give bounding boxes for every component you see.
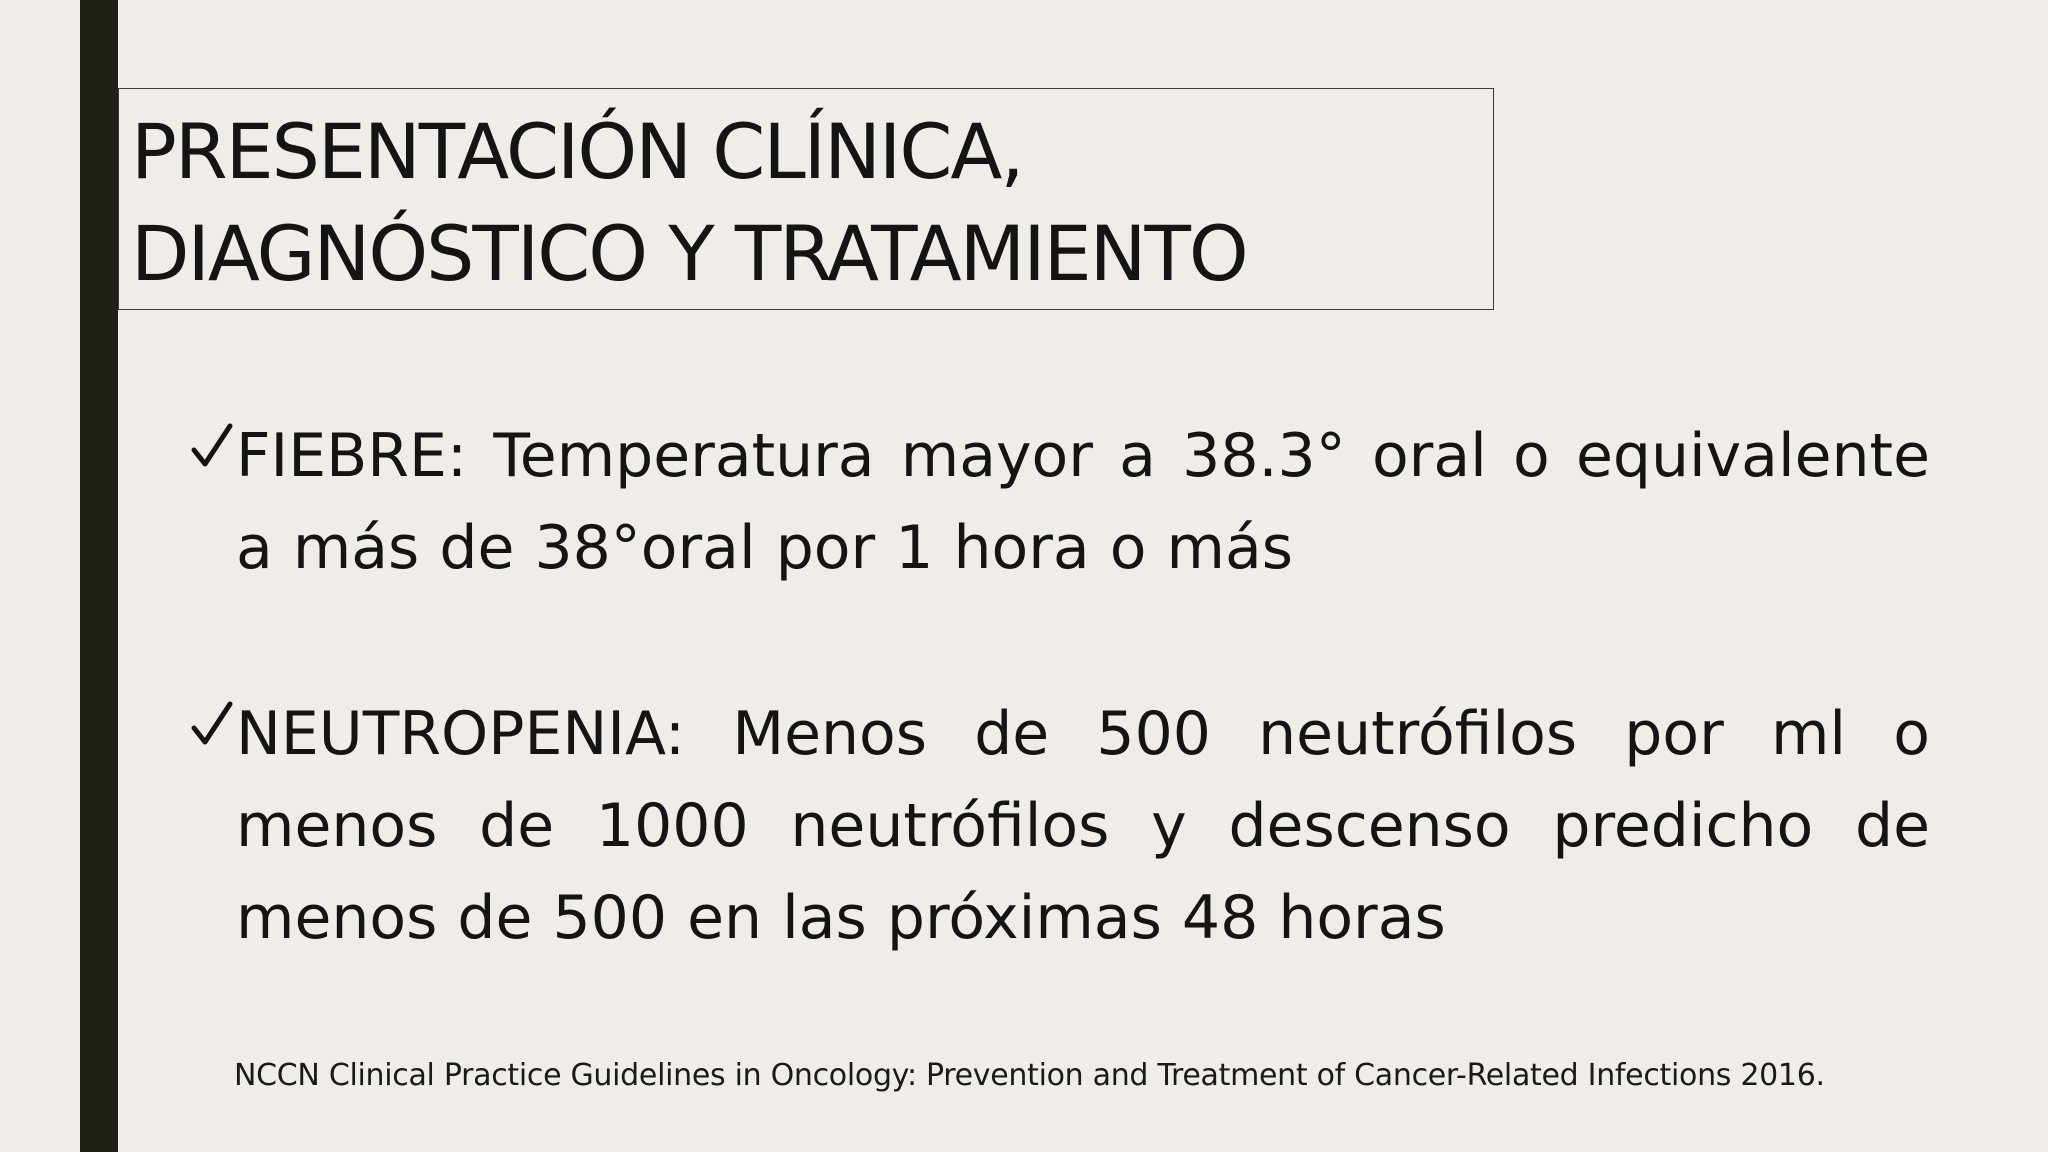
slide-title-line-1: PRESENTACIÓN CLÍNICA, [131, 107, 1023, 196]
bullet-text-neutropenia: NEUTROPENIA: Menos de 500 neutrófilos por ml o menos de 1000 neutrófilos y descenso predicho de menos de 500 en las próximas 48 horas [236, 699, 1930, 953]
left-accent-bar [80, 0, 118, 1152]
citation-text: NCCN Clinical Practice Guidelines in Oncology: Prevention and Treatment of Cancer-Related Infections 2016. [234, 1058, 1825, 1093]
slide-title-box [118, 88, 1494, 310]
slide-title-line-2: DIAGNÓSTICO Y TRATAMIENTO [131, 209, 1247, 298]
checkmark-icon [190, 420, 234, 472]
bullet-item-neutropenia [190, 688, 1930, 964]
checkmark-icon [190, 698, 234, 750]
bullet-text-fiebre: FIEBRE: Temperatura mayor a 38.3° oral o equivalente a más de 38°oral por 1 hora o más [236, 421, 1930, 583]
bullet-item-fiebre [190, 410, 1930, 594]
